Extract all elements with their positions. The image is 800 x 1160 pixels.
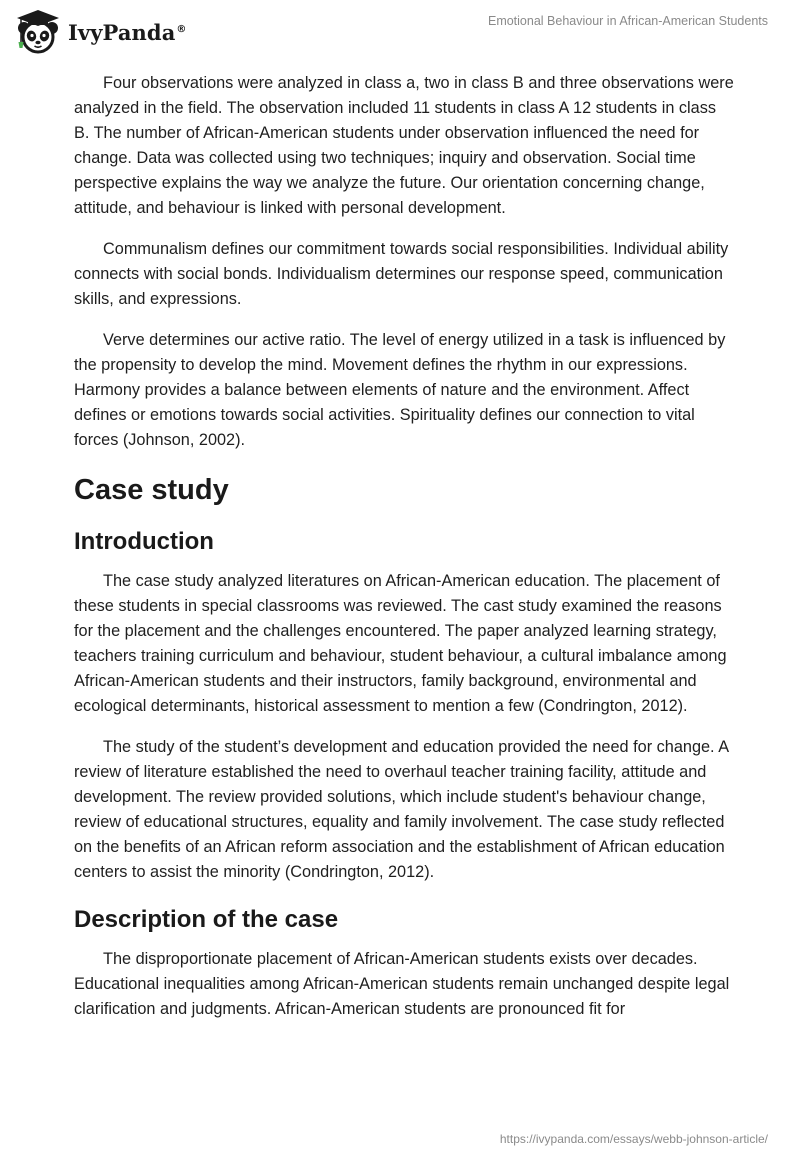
paragraph: Four observations were analyzed in class a, two in class B and three observations were analyzed in the field. The observation included 11 students in class A 12 students in class B. The number of African-American students under observation influenced the need for change. Data was collected using two techniques; inquiry and observation. Social time perspective explains the way we analyze the future. Our orientation concerning change, attitude, and behaviour is linked with personal development. [74, 74, 734, 217]
paragraph: The disproportionate placement of African-American students exists over decades. Educational inequalities among African-American students remain unchanged despite legal clarification and judgments. African-American students are pronounced fit for [74, 950, 730, 1018]
brand-logo[interactable] [14, 8, 187, 56]
section-heading-case-study: Case study [74, 474, 229, 506]
paragraph: The case study analyzed literatures on African-American education. The placement of these students in special classrooms was reviewed. The cast study examined the reasons for the placement and the challenges encountered. The paper analyzed learning strategy, teachers training curriculum and behaviour, student behaviour, a cultural imbalance among African-American students and their instructors, family background, environmental and ecological determinants, historical assessment to mention a few (Condrington, 2012). [74, 572, 727, 715]
source-url[interactable]: https://ivypanda.com/essays/webb-johnson-article/ [499, 1132, 768, 1146]
brand-trademark: ® [176, 23, 187, 35]
brand-name-text: IvyPanda [68, 19, 176, 45]
brand-name [68, 20, 187, 45]
page-header [0, 0, 800, 60]
panda-graduation-cap-icon [14, 8, 62, 56]
document-title: Emotional Behaviour in African-American Students [487, 14, 768, 28]
paragraph: The study of the student’s development and education provided the need for change. A review of literature established the need to overhaul teacher training facility, attitude and development. The review provided solutions, which include student's behaviour change, review of educational structures, equality and family involvement. The case study reflected on the benefits of an African reform association and the establishment of African education centers to assist the minority (Condrington, 2012). [74, 738, 729, 881]
subheading-introduction: Introduction [74, 528, 214, 555]
article-body [74, 71, 734, 1038]
subheading-description-of-the-case: Description of the case [74, 906, 339, 933]
paragraph: Verve determines our active ratio. The level of energy utilized in a task is influenced by the propensity to develop the mind. Movement defines the rhythm in our expressions. Harmony provides a balance between elements of nature and the environment. Affect defines or emotions towards social activities. Spirituality defines our connection to vital forces (Johnson, 2002). [74, 331, 726, 449]
paragraph: Communalism defines our commitment towards social responsibilities. Individual ability connects with social bonds. Individualism determines our response speed, communication skills, and expressions. [74, 240, 729, 308]
